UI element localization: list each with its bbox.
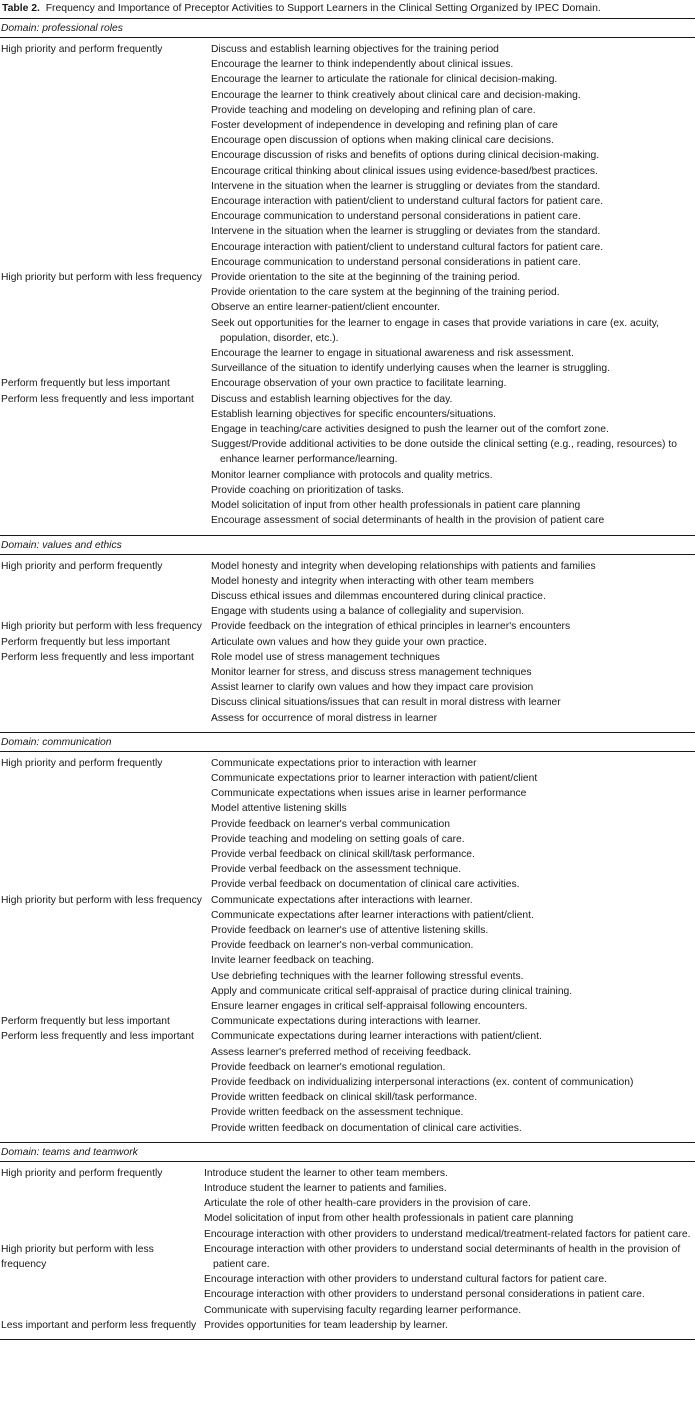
table-caption bbox=[0, 0, 695, 18]
table-row bbox=[0, 756, 695, 893]
activity-item: Model solicitation of input from other health professionals in patient care planning bbox=[204, 1213, 574, 1225]
category-label: Perform less frequently and less important bbox=[1, 651, 194, 663]
category-label: Perform frequently but less important bbox=[1, 378, 170, 390]
activity-item: Encourage assessment of social determinants of health in the provision of patient care bbox=[211, 515, 605, 527]
activity-item: Model attentive listening skills bbox=[211, 803, 347, 815]
activity-item: Encourage discussion of risks and benefits of options during clinical decision-making. bbox=[211, 150, 600, 162]
activity-item: Encourage interaction with other providers to understand medical/treatment-related factors for patient care. bbox=[204, 1228, 691, 1240]
activity-item: Communicate expectations after interactions with learner. bbox=[211, 894, 473, 906]
activity-list bbox=[211, 42, 695, 270]
table-row bbox=[0, 650, 695, 726]
activity-list bbox=[211, 376, 695, 391]
activity-item: Model honesty and integrity when interacting with other team members bbox=[211, 575, 534, 587]
activity-item: Communicate expectations prior to interaction with learner bbox=[211, 757, 477, 769]
domain-heading: Domain: communication bbox=[1, 736, 112, 748]
activity-item: Discuss clinical situations/issues that can result in moral distress with learner bbox=[211, 697, 561, 709]
activity-item: Role model use of stress management techniques bbox=[211, 651, 440, 663]
activity-item: Encourage communication to understand personal considerations in patient care. bbox=[211, 211, 581, 223]
activity-item: Communicate expectations when issues arise in learner performance bbox=[211, 788, 527, 800]
table-row bbox=[0, 392, 695, 529]
activity-item: Observe an entire learner-patient/client encounter. bbox=[211, 302, 440, 314]
activity-item: Foster development of independence in developing and refining plan of care bbox=[211, 120, 558, 132]
activity-item: Provide feedback on the integration of ethical principles in learner's encounters bbox=[211, 621, 571, 633]
table-row bbox=[0, 1166, 695, 1242]
activity-list bbox=[211, 1029, 695, 1135]
activity-item: Communicate expectations during interactions with learner. bbox=[211, 1016, 481, 1028]
activity-item: Provide feedback on learner's non-verbal communication. bbox=[211, 940, 474, 952]
category-label: Perform less frequently and less important bbox=[1, 393, 194, 405]
activity-item: Provide written feedback on clinical skill/task performance. bbox=[211, 1092, 478, 1104]
activity-item: Provide written feedback on documentation of clinical care activities. bbox=[211, 1122, 522, 1134]
activity-item: Seek out opportunities for the learner to engage in cases that provide variations in care (ex. acuity, population, disorder, etc.). bbox=[211, 317, 659, 344]
table-row bbox=[0, 1029, 695, 1135]
activity-list bbox=[211, 756, 695, 893]
activity-item: Surveillance of the situation to identify underlying causes when the learner is struggling. bbox=[211, 363, 610, 375]
activity-item: Communicate expectations after learner interactions with patient/client. bbox=[211, 909, 534, 921]
table-row bbox=[0, 619, 695, 634]
activity-item: Introduce student the learner to other team members. bbox=[204, 1167, 448, 1179]
category-label: High priority and perform frequently bbox=[1, 560, 163, 572]
activity-item: Articulate own values and how they guide your own practice. bbox=[211, 636, 487, 648]
category-label: High priority but perform with less frequency bbox=[1, 621, 202, 633]
activity-item: Invite learner feedback on teaching. bbox=[211, 955, 375, 967]
activity-item: Encourage open discussion of options when making clinical care decisions. bbox=[211, 135, 554, 147]
activity-item: Encourage the learner to engage in situational awareness and risk assessment. bbox=[211, 348, 574, 360]
category-label: High priority and perform frequently bbox=[1, 1167, 163, 1179]
table-row bbox=[0, 376, 695, 391]
table-row bbox=[0, 559, 695, 620]
domain-section-professional-roles bbox=[0, 38, 695, 535]
activity-list bbox=[211, 635, 695, 650]
activity-item: Provide written feedback on the assessment technique. bbox=[211, 1107, 464, 1119]
activity-item: Apply and communicate critical self-appraisal of practice during clinical training. bbox=[211, 985, 573, 997]
activity-item: Encourage communication to understand personal considerations in patient care. bbox=[211, 256, 581, 268]
table-row bbox=[0, 270, 695, 376]
activity-item: Articulate the role of other health-care providers in the provision of care. bbox=[204, 1198, 531, 1210]
activity-item: Communicate expectations prior to learner interaction with patient/client bbox=[211, 772, 538, 784]
activity-item: Use debriefing techniques with the learner following stressful events. bbox=[211, 970, 524, 982]
activity-item: Assess learner's preferred method of receiving feedback. bbox=[211, 1046, 472, 1058]
activity-item: Encourage interaction with patient/client to understand cultural factors for patient care. bbox=[211, 196, 604, 208]
activity-item: Engage in teaching/care activities designed to push the learner out of the comfort zone. bbox=[211, 424, 609, 436]
activity-item: Encourage interaction with other providers to understand social determinants of health in the provision of patient care. bbox=[204, 1243, 681, 1271]
activity-item: Discuss and establish learning objectives for the day. bbox=[211, 393, 453, 405]
domain-heading: Domain: values and ethics bbox=[1, 539, 122, 551]
activity-item: Engage with students using a balance of collegiality and supervision. bbox=[211, 606, 525, 618]
activity-item: Ensure learner engages in critical self-appraisal following encounters. bbox=[211, 1000, 528, 1012]
activity-item: Provide teaching and modeling on developing and refining plan of care. bbox=[211, 104, 536, 116]
activity-list bbox=[211, 559, 695, 620]
activity-list bbox=[211, 270, 695, 376]
domain-section-teams-teamwork bbox=[0, 1162, 695, 1339]
activity-item: Provide teaching and modeling on setting goals of care. bbox=[211, 833, 465, 845]
activity-item: Provide feedback on individualizing interpersonal interactions (ex. content of communication) bbox=[211, 1077, 634, 1088]
domain-section-values-ethics bbox=[0, 555, 695, 732]
activity-item: Provide verbal feedback on clinical skill/task performance. bbox=[211, 848, 475, 860]
activity-item: Provide orientation to the care system at the beginning of the training period. bbox=[211, 287, 560, 299]
category-label: High priority but perform with less frequency bbox=[1, 1243, 154, 1271]
activity-item: Encourage interaction with patient/client to understand cultural factors for patient care. bbox=[211, 241, 604, 253]
activity-item: Provide feedback on learner's verbal communication bbox=[211, 818, 450, 830]
activity-item: Provide verbal feedback on the assessment technique. bbox=[211, 864, 462, 876]
activity-item: Intervene in the situation when the learner is struggling or deviates from the standard. bbox=[211, 226, 601, 238]
activity-item: Encourage interaction with other providers to understand cultural factors for patient care. bbox=[204, 1274, 607, 1286]
activity-item: Encourage interaction with other providers to understand personal considerations in patient care. bbox=[204, 1289, 645, 1301]
table-rule-bottom bbox=[0, 1339, 695, 1340]
category-label: Perform less frequently and less important bbox=[1, 1031, 194, 1043]
activity-item: Encourage the learner to think independently about clinical issues. bbox=[211, 59, 514, 71]
activity-item: Provide orientation to the site at the beginning of the training period. bbox=[211, 272, 521, 284]
category-label: High priority but perform with less frequency bbox=[1, 894, 202, 906]
activity-list bbox=[211, 392, 695, 529]
activity-item: Provide verbal feedback on documentation of clinical care activities. bbox=[211, 879, 520, 891]
activity-item: Model solicitation of input from other health professionals in patient care planning bbox=[211, 500, 581, 512]
category-label: High priority but perform with less frequency bbox=[1, 272, 202, 284]
activity-list bbox=[211, 1014, 695, 1029]
domain-section-communication bbox=[0, 752, 695, 1142]
activity-list bbox=[204, 1318, 695, 1333]
activity-list bbox=[204, 1242, 695, 1318]
table-row bbox=[0, 42, 695, 270]
table-row bbox=[0, 1318, 695, 1333]
table-label: Table 2. bbox=[2, 3, 40, 14]
table-body bbox=[0, 18, 695, 1340]
activity-item: Intervene in the situation when the learner is struggling or deviates from the standard. bbox=[211, 180, 601, 192]
activity-item: Provides opportunities for team leadership by learner. bbox=[204, 1319, 448, 1331]
category-label: Less important and perform less frequently bbox=[1, 1319, 197, 1331]
table-caption-text: Frequency and Importance of Preceptor Activities to Support Learners in the Clinical Setting Organized by IPEC Domain. bbox=[45, 3, 601, 14]
table-row bbox=[0, 1014, 695, 1029]
activity-item: Monitor learner for stress, and discuss stress management techniques bbox=[211, 666, 532, 678]
activity-item: Monitor learner compliance with protocols and quality metrics. bbox=[211, 469, 493, 481]
table-row bbox=[0, 893, 695, 1015]
activity-list bbox=[204, 1166, 695, 1242]
activity-item: Encourage observation of your own practice to facilitate learning. bbox=[211, 378, 507, 390]
domain-heading: Domain: professional roles bbox=[1, 23, 123, 34]
category-label: High priority and perform frequently bbox=[1, 757, 163, 769]
activity-item: Suggest/Provide additional activities to be done outside the clinical setting (e.g., reading, resources) to enhance learner performance/learning. bbox=[211, 439, 677, 466]
domain-heading: Domain: teams and teamwork bbox=[1, 1146, 138, 1158]
table-row bbox=[0, 1242, 695, 1318]
activity-item: Provide coaching on prioritization of tasks. bbox=[211, 484, 404, 496]
category-label: High priority and perform frequently bbox=[1, 44, 163, 55]
category-label: Perform frequently but less important bbox=[1, 636, 170, 648]
activity-item: Communicate expectations during learner interactions with patient/client. bbox=[211, 1031, 542, 1043]
activity-item: Assist learner to clarify own values and how they impact care provision bbox=[211, 682, 534, 694]
activity-list bbox=[211, 893, 695, 1015]
activity-item: Discuss ethical issues and dilemmas encountered during clinical practice. bbox=[211, 590, 546, 602]
activity-item: Provide feedback on learner's use of attentive listening skills. bbox=[211, 924, 489, 936]
activity-item: Discuss and establish learning objectives for the training period bbox=[211, 44, 499, 55]
activity-list bbox=[211, 619, 695, 634]
category-label: Perform frequently but less important bbox=[1, 1016, 170, 1028]
activity-item: Encourage the learner to think creatively about clinical care and decision-making. bbox=[211, 89, 581, 101]
activity-item: Establish learning objectives for specific encounters/situations. bbox=[211, 408, 497, 420]
activity-item: Model honesty and integrity when developing relationships with patients and families bbox=[211, 560, 596, 572]
activity-item: Introduce student the learner to patients and families. bbox=[204, 1183, 447, 1195]
table-row bbox=[0, 635, 695, 650]
activity-list bbox=[211, 650, 695, 726]
activity-item: Assess for occurrence of moral distress in learner bbox=[211, 712, 438, 724]
activity-item: Provide feedback on learner's emotional regulation. bbox=[211, 1061, 446, 1073]
activity-item: Encourage critical thinking about clinical issues using evidence-based/best practices. bbox=[211, 165, 598, 177]
activity-item: Communicate with supervising faculty regarding learner performance. bbox=[204, 1304, 522, 1316]
activity-item: Encourage the learner to articulate the rationale for clinical decision-making. bbox=[211, 74, 558, 86]
